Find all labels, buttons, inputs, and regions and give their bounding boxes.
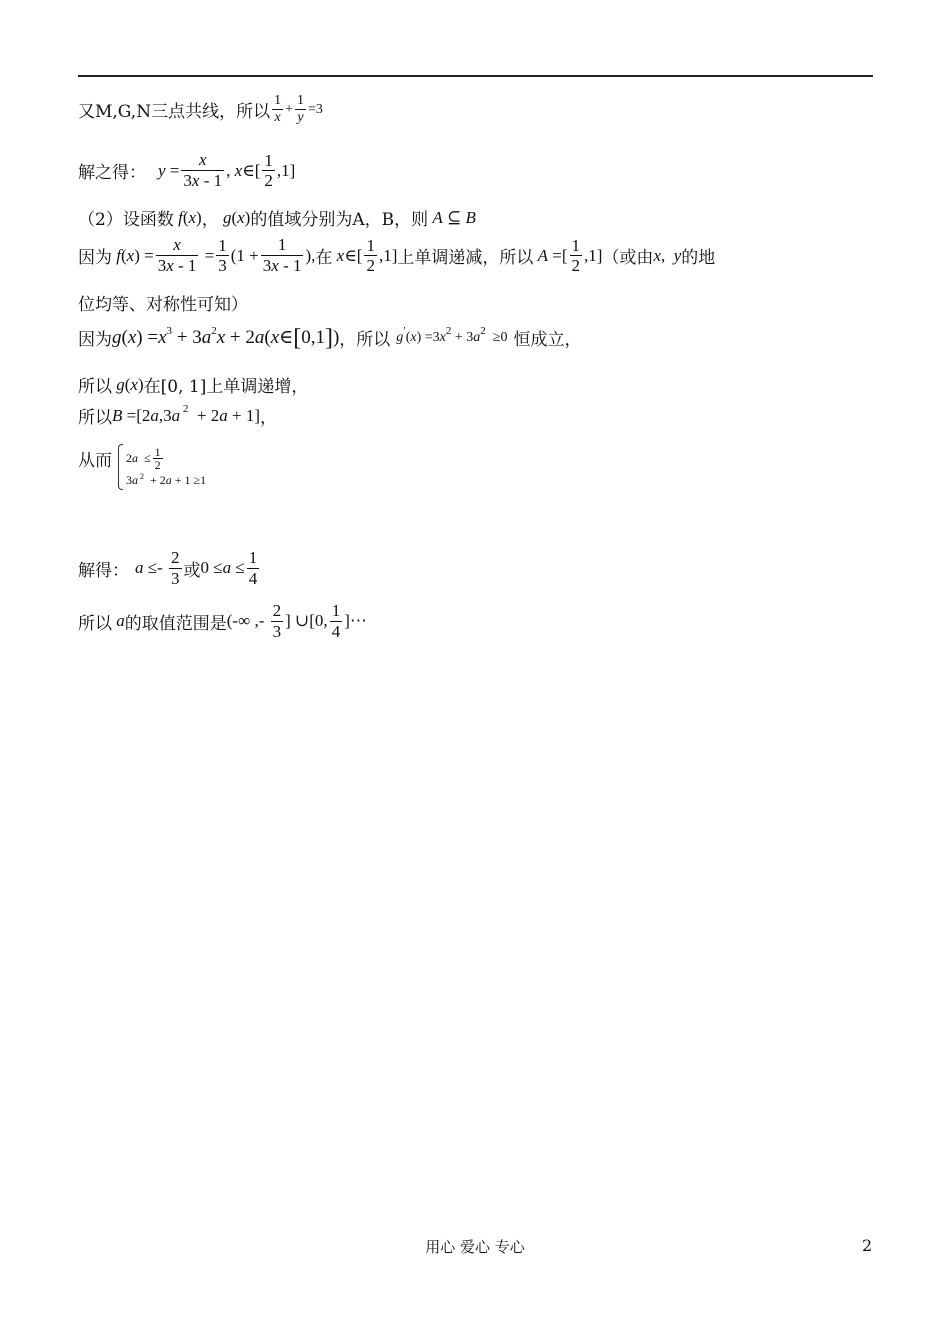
fraction-half: $\frac{1}{2}$	[264, 150, 273, 191]
line-label: 所以	[78, 613, 112, 634]
line-part-2: （2）设函数 f ( x ) ， g ( x ) 的值域分别为A，B，则 A ⊆ B	[78, 205, 476, 230]
fraction-x-over-3x-1: $\frac{x}{3x - 1}$	[183, 150, 223, 190]
fraction-half: $\frac{1}{2}$	[571, 235, 581, 276]
line-text: 又M,G,N三点共线，所以	[78, 102, 271, 123]
line-solve-y: 解之得： y = $\frac{x}{3x - 1}$ , x ∈[ $\frac{1}{2}$ ,1]	[78, 150, 296, 191]
fraction-one-over-3x-1: $\frac{1}{3x - 1}$	[262, 235, 302, 275]
line-range-b: 所以 B =[2 a ,3 a 2 + 2 a + 1] ，	[78, 402, 277, 428]
line-text: 位均等、对称性可知）	[78, 295, 248, 315]
fraction-two-thirds: $\frac{2}{3}$	[272, 601, 282, 641]
fraction-one-over-x: $\frac{1}{x}$	[274, 93, 282, 126]
footer-motto: 用心 爱心 专心	[425, 1238, 525, 1256]
brace-icon	[118, 444, 123, 490]
fraction-one-third: $\frac{1}{3}$	[218, 235, 227, 276]
line-label: 因为	[78, 330, 112, 350]
line-label: 从而	[78, 451, 112, 471]
fraction-one-quarter: $\frac{1}{4}$	[331, 601, 341, 641]
line-text: 所以	[78, 377, 112, 397]
page-number: 2	[862, 1236, 873, 1255]
case-system: 2 a ≤ $\frac{1}{2}$ 3 a 2 + 2 a + 1 ≥1	[118, 444, 206, 490]
line-system	[78, 444, 206, 490]
line-label: 解得：	[78, 560, 129, 581]
line-solution: 解得： a ≤- $\frac{2}{3}$ 或 0 ≤ a ≤ $\frac{1}{4}$	[78, 548, 258, 588]
line-f-decreasing: 因为 f ( x ) = $\frac{x}{3x - 1}$ = $\frac{1}{3}$ (1 + $\frac{1}{3x - 1}$ ), 在 x ∈[ $\frac{1}{2}$ ,1] 上单调递减，所以 A =[ $\frac{1}{2}$ ,1] （或由 x , y 的地	[78, 235, 716, 276]
line-label: 因为	[78, 248, 112, 269]
line-g-increasing: 所以 g ( x ) 在[0, 1]上单调递增，	[78, 372, 308, 397]
equals-three: =3	[307, 101, 323, 117]
fraction-x-over-3x-1: $\frac{x}{3x - 1}$	[157, 235, 197, 275]
fraction-two-thirds: $\frac{2}{3}$	[171, 548, 180, 588]
line-g-definition: 因为 g ( x ) = x 3 + 3 a 2 x + 2 a ( x ∈ [ 0,1 ] ) ，所以 g ′ ( x ) =3 x 2 + 3 a 2 ≥0 恒成立，	[78, 324, 582, 351]
fraction-one-over-y: $\frac{1}{y}$	[296, 93, 304, 126]
header-rule	[78, 75, 873, 77]
line-text: 所以	[78, 408, 112, 428]
line-symmetry	[78, 290, 248, 315]
line-answer: 所以 a 的取值范围是 (-∞ ,- $\frac{2}{3}$ ] ∪[0, $\frac{1}{4}$ ]⋯	[78, 601, 367, 641]
line-text: （2）设函数	[78, 210, 174, 230]
fraction-one-quarter: $\frac{1}{4}$	[248, 548, 258, 588]
line-collinear: 又M,G,N三点共线，所以 $\frac{1}{x}$ + $\frac{1}{y}$ =3	[78, 93, 323, 126]
fraction-half: $\frac{1}{2}$	[366, 235, 375, 276]
line-label: 解之得：	[78, 163, 146, 184]
